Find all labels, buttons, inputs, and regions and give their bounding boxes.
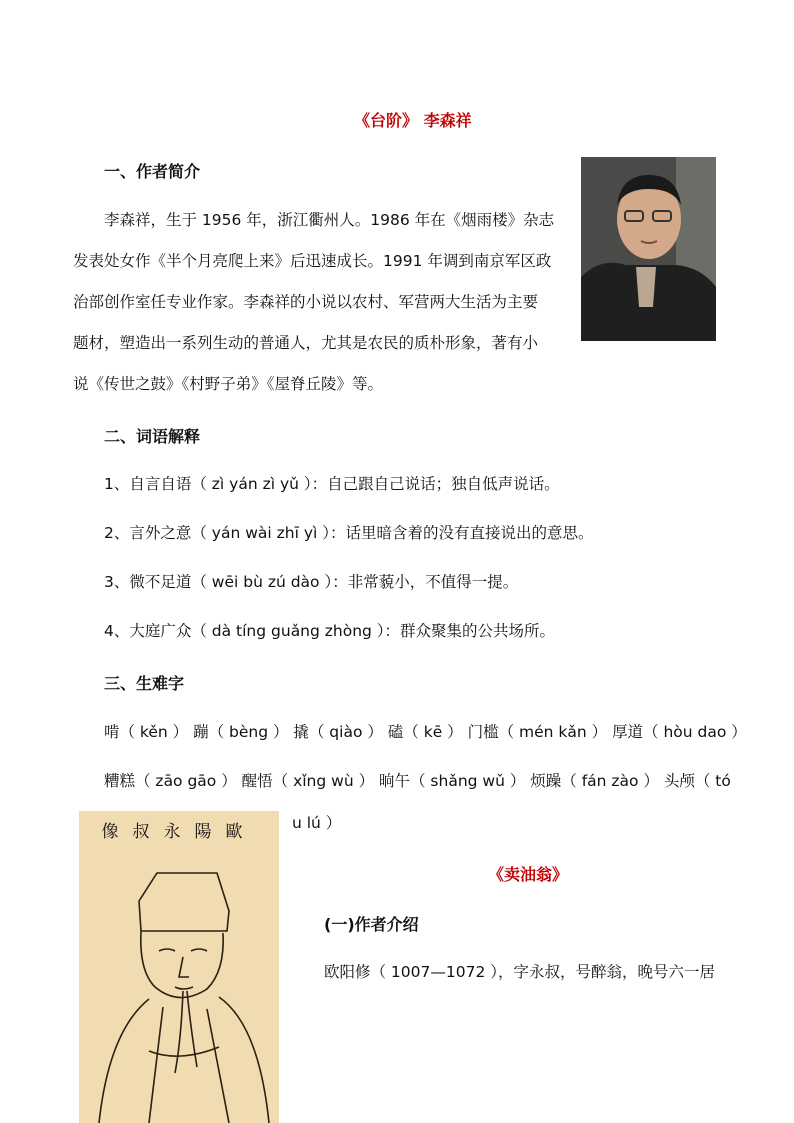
author-photo (581, 157, 716, 341)
vocab-item: 2、言外之意（ yán wài zhī yì ）：话里暗含着的没有直接说出的意思。 (104, 524, 594, 542)
section2-author-heading: (一)作者介绍 (324, 915, 419, 934)
ouyang-xiu-portrait (79, 811, 279, 1123)
author-intro-line: 治部创作室任专业作家。李森祥的小说以农村、军营两大生活为主要 (73, 293, 539, 311)
author-intro-line: 说《传世之鼓》《村野子弟》《屋脊丘陵》等。 (73, 375, 384, 393)
vocab-heading: 二、词语解释 (104, 427, 201, 446)
author-intro-line: 题材，塑造出一系列生动的普通人，尤其是农民的质朴形象，著有小 (73, 334, 539, 352)
author-intro-line: 发表处女作《半个月亮爬上来》后迅速成长。1991 年调到南京军区政 (73, 252, 552, 270)
vocab-item: 1、自言自语（ zì yán zì yǔ ）：自己跟自己说话；独自低声说话。 (104, 475, 560, 493)
chars-heading: 三、生难字 (104, 674, 185, 693)
chars-line: 糟糕（ zāo gāo ） 醒悟（ xǐng wù ） 晌午（ shǎng wǔ ） 烦躁（ fán zào ） 头颅（ tó (104, 772, 731, 790)
section2-title: 《卖油翁》 (488, 865, 569, 884)
ouyang-xiu-sketch-icon (79, 811, 279, 1123)
author-photo-portrait-icon (581, 157, 716, 341)
chars-line: u lú ） (292, 814, 342, 832)
section2-author-line: 欧阳修（ 1007—1072 ），字永叔，号醉翁，晚号六一居 (324, 963, 715, 981)
sketch-caption: 像叔永陽歐 (101, 822, 257, 842)
author-intro-line: 李森祥，生于 1956 年，浙江衢州人。1986 年在《烟雨楼》杂志 (104, 211, 555, 229)
vocab-item: 3、微不足道（ wēi bù zú dào ）：非常藐小，不值得一提。 (104, 573, 519, 591)
author-intro-heading: 一、作者简介 (104, 162, 201, 181)
page-title: 《台阶》 李森祥 (354, 111, 472, 130)
chars-line: 啃（ kěn ） 蹦（ bèng ） 撬（ qiào ） 磕（ kē ） 门槛（ mén kǎn ） 厚道（ hòu dao ） (104, 723, 747, 741)
vocab-item: 4、大庭广众（ dà tíng guǎng zhòng ）：群众聚集的公共场所。 (104, 622, 556, 640)
